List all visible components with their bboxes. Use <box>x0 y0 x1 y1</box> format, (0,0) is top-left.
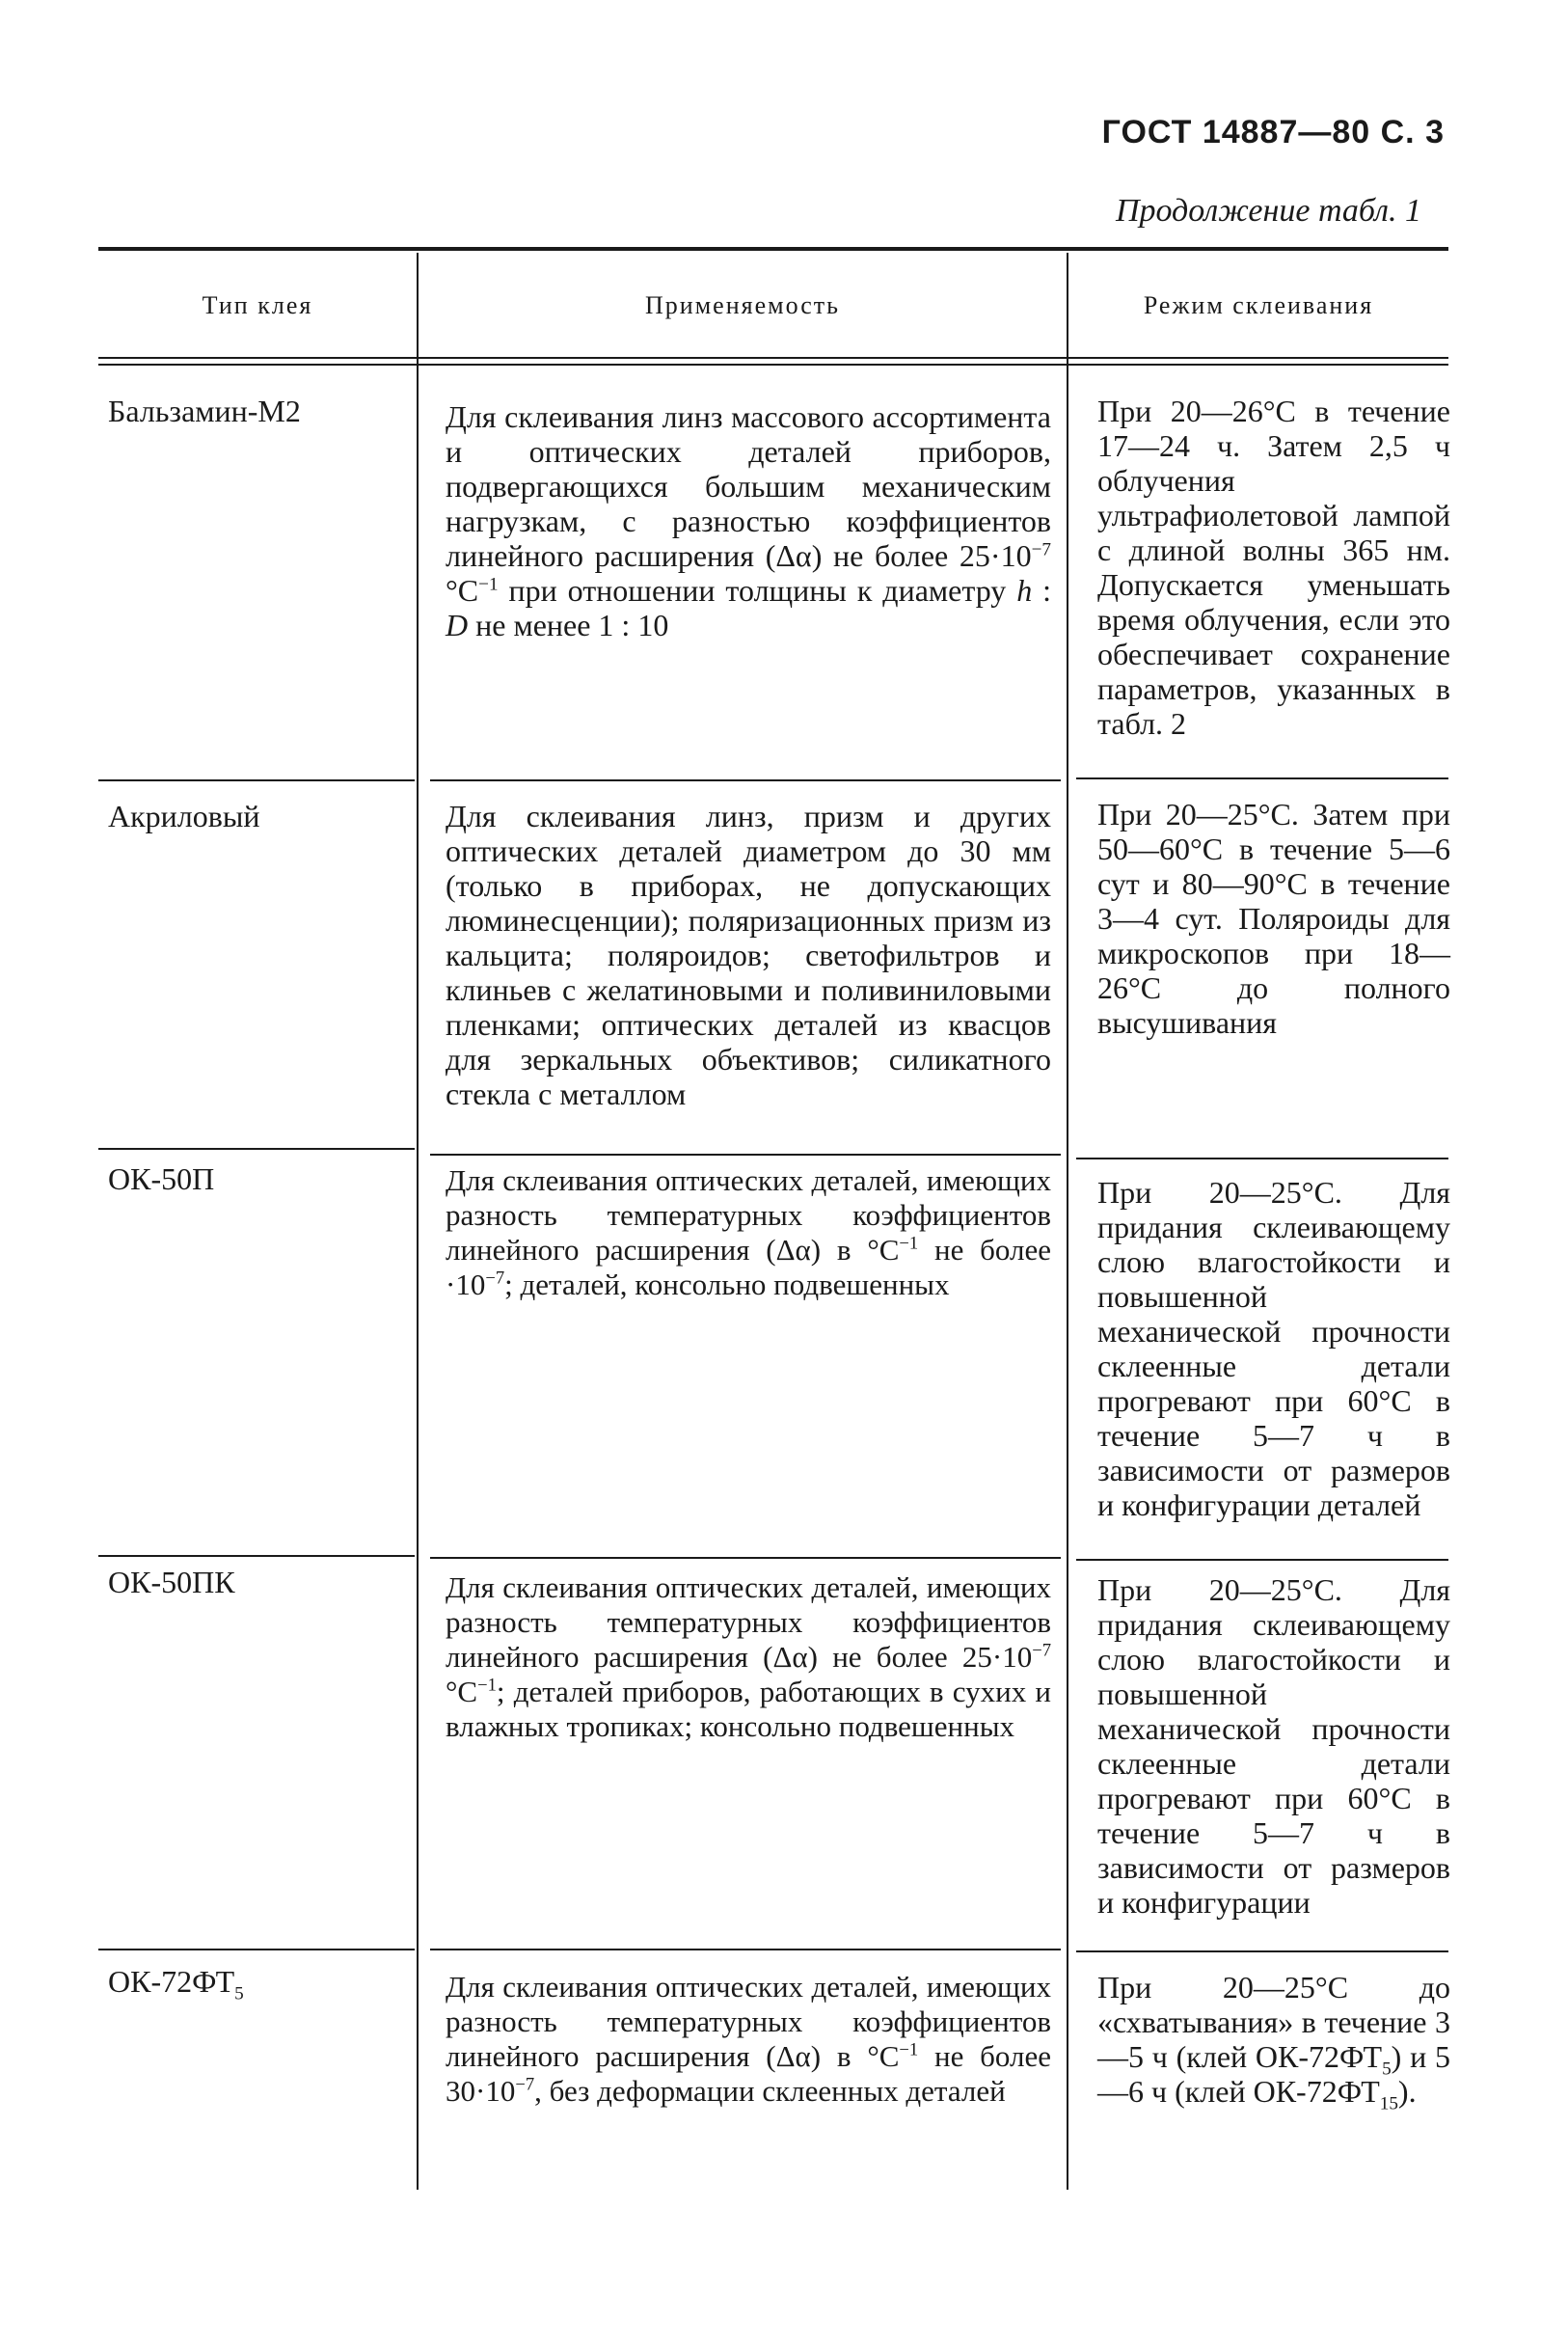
row-separator <box>1076 1158 1448 1159</box>
adhesive-type: ОК-50ПК <box>108 1565 235 1599</box>
row-separator <box>430 1154 1061 1156</box>
header-bottom-rule-1 <box>98 357 1448 359</box>
applicability-text: Для склеивания оптических деталей, имеющих разность температурных коэффициентов линейного расширения (Δα) в $^\circ С^{-1}$ не более $\cdot 10^{-7}$; деталей, консольно подвешенных <box>446 1163 1052 1301</box>
row-separator <box>98 1949 415 1950</box>
column-header-type: Тип клея <box>202 291 313 319</box>
row-separator <box>430 779 1061 781</box>
adhesive-type: $ОК-72ФТ_5$ <box>108 1964 244 2004</box>
row-separator <box>430 1949 1061 1950</box>
bonding-mode-text: При 20—25°С. Для придания склеивающему слою влагостойкости и повышенной механической прочности склеенные детали прогревают при 60°С в течение 5—7 ч в зависимости от размеров и конфигурации деталей <box>1097 1175 1450 1522</box>
column-divider-1 <box>417 253 419 2190</box>
document-reference: ГОСТ 14887—80 С. 3 <box>1101 114 1445 150</box>
column-divider-2 <box>1067 253 1068 2190</box>
bonding-mode-text: При 20—25°С. Затем при 50—60°С в течение 5—6 сут и 80—90°С в течение 3—4 сут. Поляроиды для микроскопов при 18—26°С до полного высушивания <box>1097 797 1450 1040</box>
adhesive-type: ОК-50П <box>108 1161 215 1196</box>
row-separator <box>98 779 415 781</box>
table-continuation-label: Продолжение табл. 1 <box>1115 193 1421 229</box>
row-separator <box>1076 777 1448 779</box>
applicability-text: Для склеивания линз, призм и других оптических деталей диаметром до 30 мм (только в приборах, не допускающих люминесценции); поляризационных призм из кальцита; поляроидов; светофильтров и клиньев с желатиновыми и поливиниловыми пленками; оптических деталей из квасцов для зеркальных объективов; силикатного стекла с металлом <box>446 799 1051 1111</box>
adhesive-type: Акриловый <box>108 799 260 833</box>
row-separator <box>430 1557 1061 1559</box>
applicability-text: Для склеивания оптических деталей, имеющих разность температурных коэффициентов линейного расширения (Δα) в $^\circ С^{-1}$ не более $30\cdot 10^{-7}$, без деформации склеенных деталей <box>446 1970 1052 2108</box>
applicability-text: Для склеивания линз массового ассортимента и оптических деталей приборов, подвергающихся большим механическим нагрузкам, с разностью коэффициентов линейного расширения (Δα) не более $25\cdot 10^{-7}$ $^\circ С^{-1}$ при отношении толщины к диаметру h : D не менее 1 : 10 <box>446 399 1052 642</box>
column-header-bonding-mode: Режим склеивания <box>1143 291 1374 319</box>
bonding-mode-text: При 20—25°С. Для придания склеивающему слою влагостойкости и повышенной механической прочности склеенные детали прогревают при 60°С в течение 5—7 ч в зависимости от размеров и конфигурации <box>1097 1572 1450 1920</box>
header-bottom-rule-2 <box>98 364 1448 366</box>
column-header-applicability: Применяемость <box>645 291 840 319</box>
table-top-rule <box>98 247 1448 251</box>
row-separator <box>1076 1950 1448 1952</box>
bonding-mode-text: При 20—26°С в течение 17—24 ч. Затем 2,5 ч облучения ультрафиолетовой лампой с длиной волны 365 нм. Допускается уменьшать время облучения, если это обеспечивает сохранение параметров, указанных в табл. 2 <box>1097 394 1450 741</box>
adhesive-type: Бальзамин-М2 <box>108 394 301 428</box>
bonding-mode-text: При 20—25°С до «схватывания» в течение 3—5 ч (клей $ОК-72ФТ_5$) и 5—6 ч (клей $ОК-72ФТ_{15}$). <box>1097 1970 1451 2114</box>
row-separator <box>98 1555 415 1557</box>
applicability-text: Для склеивания оптических деталей, имеющих разность температурных коэффициентов линейного расширения (Δα) не более $25\cdot 10^{-7}$ $^\circ С^{-1}$; деталей приборов, работающих в сухих и влажных тропиках; консольно подвешенных <box>446 1570 1051 1743</box>
row-separator <box>1076 1559 1448 1561</box>
row-separator <box>98 1148 415 1150</box>
